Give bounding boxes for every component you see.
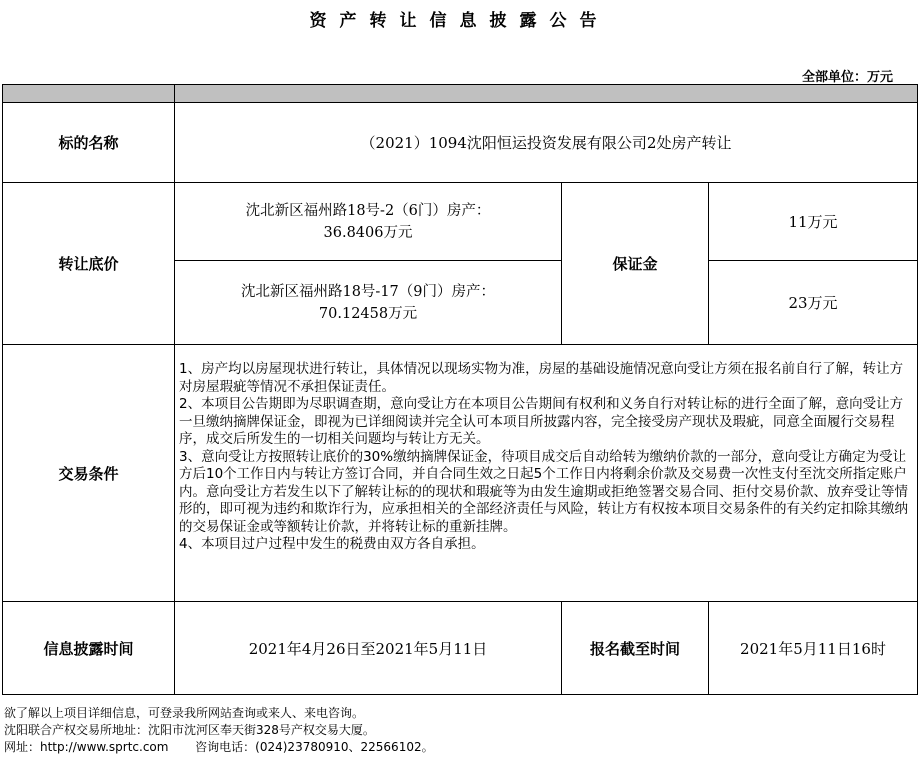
footer-line-address: 沈阳联合产权交易所地址：沈阳市沈河区奉天街328号产权交易大厦。 bbox=[4, 723, 375, 737]
footer-line-inquiry: 欲了解以上项目详细信息，可登录我所网站查询或来人、来电咨询。 bbox=[4, 706, 365, 720]
condition-item-2: 2、本项目公告期即为尽职调查期，意向受让方在本项目公告期间有权利和义务自行对转让标的进行全面了解，意向受让方一旦缴纳摘牌保证金，即视为已详细阅读并完全认可本项目所披露内容，完全接受房产现状及瑕疵，同意全面履行交易程序，成交后所发生的一切相关问题均与转让方无关。 bbox=[179, 396, 904, 447]
price-label: 转让底价 bbox=[3, 183, 175, 345]
lot-1-deposit: 11万元 bbox=[709, 183, 918, 261]
condition-item-3: 3、意向受让方按照转让底价的30%缴纳摘牌保证金，待项目成交后自动给转为缴纳价款的一部分，意向受让方确定为受让方后10个工作日内与转让方签订合同，并自合同生效之日起5个工作日内将剩余价款及交易费一次性支付至沈交所指定账户内。意向受让方若发生以下了解转让标的的现状和瑕疵等为由发生逾期或拒绝签署交易合同、拒付交易价款、放弃受让等情形的，即可视为违约和欺诈行为，应承担相关的全部经济责任与风险，转让方有权按本项目交易条件的有关约定扣除其缴纳的交易保证金或等额转让价款，并将转让标的重新挂牌。 bbox=[179, 448, 908, 535]
conditions-label: 交易条件 bbox=[3, 345, 175, 602]
subject-row bbox=[3, 103, 918, 183]
condition-item-4: 4、本项目过户过程中发生的税费由双方各自承担。 bbox=[179, 536, 485, 552]
header-band bbox=[3, 85, 918, 103]
conditions-row bbox=[3, 345, 918, 602]
lot-1-price bbox=[175, 183, 562, 261]
lot-2-price bbox=[175, 261, 562, 345]
page-title: 资产转让信息披露公告 bbox=[309, 11, 610, 31]
unit-note: 全部单位：万元 bbox=[801, 70, 893, 85]
disclosure-period: 2021年4月26日至2021年5月11日 bbox=[175, 602, 562, 695]
deposit-label: 保证金 bbox=[562, 183, 709, 345]
price-row-1 bbox=[3, 183, 918, 261]
lot-2-deposit: 23万元 bbox=[709, 261, 918, 345]
footer-line-contact: 网址：http://www.sprtc.com 咨询电话：(024)23780910、22566102。 bbox=[4, 740, 434, 754]
deadline-value: 2021年5月11日16时 bbox=[709, 602, 918, 695]
lot-1-address: 沈北新区福州路18号-2（6门）房产： bbox=[245, 202, 491, 219]
conditions-text bbox=[175, 345, 918, 602]
lot-2-amount: 70.12458万元 bbox=[318, 305, 418, 322]
subject-label: 标的名称 bbox=[3, 103, 175, 183]
deadline-label: 报名截至时间 bbox=[562, 602, 709, 695]
disclosure-row bbox=[3, 602, 918, 695]
disclosure-label: 信息披露时间 bbox=[3, 602, 175, 695]
condition-item-1: 1、房产均以房屋现状进行转让，具体情况以现场实物为准，房屋的基础设施情况意向受让方须在报名前自行了解，转让方对房屋瑕疵等情况不承担保证责任。 bbox=[179, 361, 904, 395]
lot-2-address: 沈北新区福州路18号-17（9门）房产： bbox=[240, 283, 496, 300]
lot-1-amount: 36.8406万元 bbox=[323, 224, 413, 241]
subject-value: （2021）1094沈阳恒运投资发展有限公司2处房产转让 bbox=[175, 103, 918, 183]
footer-notes bbox=[4, 705, 434, 756]
disclosure-table bbox=[2, 84, 918, 695]
